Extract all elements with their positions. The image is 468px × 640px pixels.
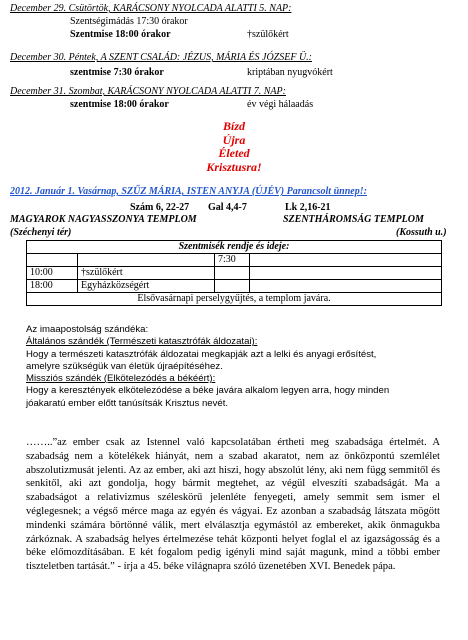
motto-line: Krisztusra! (206, 159, 262, 174)
table-row (27, 280, 442, 293)
mass-table-header: Szentmisék rendje és ideje: (27, 241, 442, 254)
table-header-row (27, 241, 442, 254)
mass-note-right (250, 267, 442, 280)
papal-quote: ……..”az ember csak az Istennel való kapcsolatában értheti meg szabadsága értelmét. A szabadság nem a kötelékek hiányát, nem a szabad akaratot, nem az önközpontú szemlélet abszolutizmusát jelenti. Az az ember, aki azt hiszi, hogy abszolút lény, aki nem függ semmitől és senkitől, aki azt gondolja, hogy bármit megtehet, az végül elveszíti szabadságát. Ma a szabadságot a relativizmus széleskörű jelenléte fenyegeti, amely semmit sem ismer el véglegesnek; a végső mérce maga az egyén és vágyai. Ez azonban a szabadság látszata mögött mindenki számára börtönné válik, mert elválasztja egymástól az embereket, akik önmagukba zárkóznak. A szabadság helyes értelmezése tehát központi helyet foglal el az igazságosság és a béke előmozdításában. E két fogalom pedig igényli mind saját magunk, mind a többi ember tiszteletben tartását.” - írja a 45. béke világnapra szóló üzenetében XVI. Benedek pápa. (26, 437, 440, 573)
schedule-line: szentmise 7:30 órakor (70, 67, 164, 78)
mass-table (26, 240, 442, 306)
prayer-intentions (26, 324, 389, 410)
mass-note-right (250, 280, 442, 293)
church-right-location: (Kossuth u.) (396, 227, 447, 238)
mass-note-right (250, 254, 442, 267)
mass-time: 10:00 (27, 267, 78, 280)
church-left-name: MAGYAROK NAGYASSZONYA TEMPLOM (10, 214, 197, 225)
table-footer-row (27, 293, 442, 306)
motto-line: Újra (222, 132, 246, 147)
mission-intention-text: jóakaratú ember előtt tanúsítsák Krisztus nevét. (26, 397, 229, 409)
table-row (27, 254, 442, 267)
mass-note: †szülőkért (78, 267, 215, 280)
reading-szam: Szám 6, 22-27 (130, 202, 190, 213)
mission-intention-text: Hogy a keresztények elkötelezódése a béke javára alkalom legyen arra, hogy minden (26, 385, 390, 397)
church-left-location: (Széchenyi tér) (10, 227, 72, 238)
prayer-intro: Az imaapostolság szándéka: (26, 324, 149, 335)
schedule-day-title: December 30. Péntek, A SZENT CSALÁD: JÉZUS, MÁRIA ÉS JÓZSEF Ü.: (10, 52, 312, 63)
reading-lk: Lk 2,16-21 (285, 202, 331, 213)
general-intention-text: amelyre szükségük van életük újraépítéséhez. (26, 360, 223, 372)
schedule-day-title: December 31. Szombat, KARÁCSONY NYOLCADA ALATTI 7. NAP: (10, 86, 286, 97)
mass-note (78, 254, 215, 267)
reading-gal: Gal 4,4-7 (208, 202, 247, 213)
mass-time (27, 254, 78, 267)
schedule-note: kriptában nyugvókért (247, 67, 333, 78)
motto-line: Bízd (222, 119, 245, 133)
general-intention-title: Általános szándék (Természeti katasztrófák áldozatai): (26, 336, 258, 348)
motto-line: Életed (218, 146, 250, 160)
mass-time: 18:00 (27, 280, 78, 293)
schedule-line: szentmise 18:00 órakor (70, 99, 169, 110)
schedule-line: Szentségimádás 17:30 órakor (70, 16, 188, 27)
mass-time-right: 7:30 (215, 254, 250, 267)
church-right-name: SZENTHÁROMSÁG TEMPLOM (283, 214, 424, 225)
mass-time-right (215, 280, 250, 293)
schedule-line: Szentmise 18:00 órakor (70, 29, 171, 40)
schedule-day-title: December 29. Csütörtök, KARÁCSONY NYOLCADA ALATTI 5. NAP: (10, 3, 292, 14)
sunday-title: 2012. Január 1. Vasárnap, SZŰZ MÁRIA, ISTEN ANYJA (ÚJÉV) Parancsolt ünnep!: (10, 186, 367, 197)
mission-intention-title: Missziós szándék (Elkötelezódés a békéért): (26, 373, 216, 385)
mass-note: Egyházközségért (78, 280, 215, 293)
schedule-note: év végi hálaadás (247, 99, 314, 110)
motto (184, 120, 284, 174)
general-intention-text: Hogy a természeti katasztrófák áldozatai megkapják azt a lelki és anyagi erősítést, (26, 348, 377, 360)
table-row (27, 267, 442, 280)
mass-table-footer: Elsővasárnapi perselygyűjtés, a templom javára. (27, 293, 442, 306)
mass-time-right (215, 267, 250, 280)
schedule-note: †szülőkért (247, 29, 289, 40)
